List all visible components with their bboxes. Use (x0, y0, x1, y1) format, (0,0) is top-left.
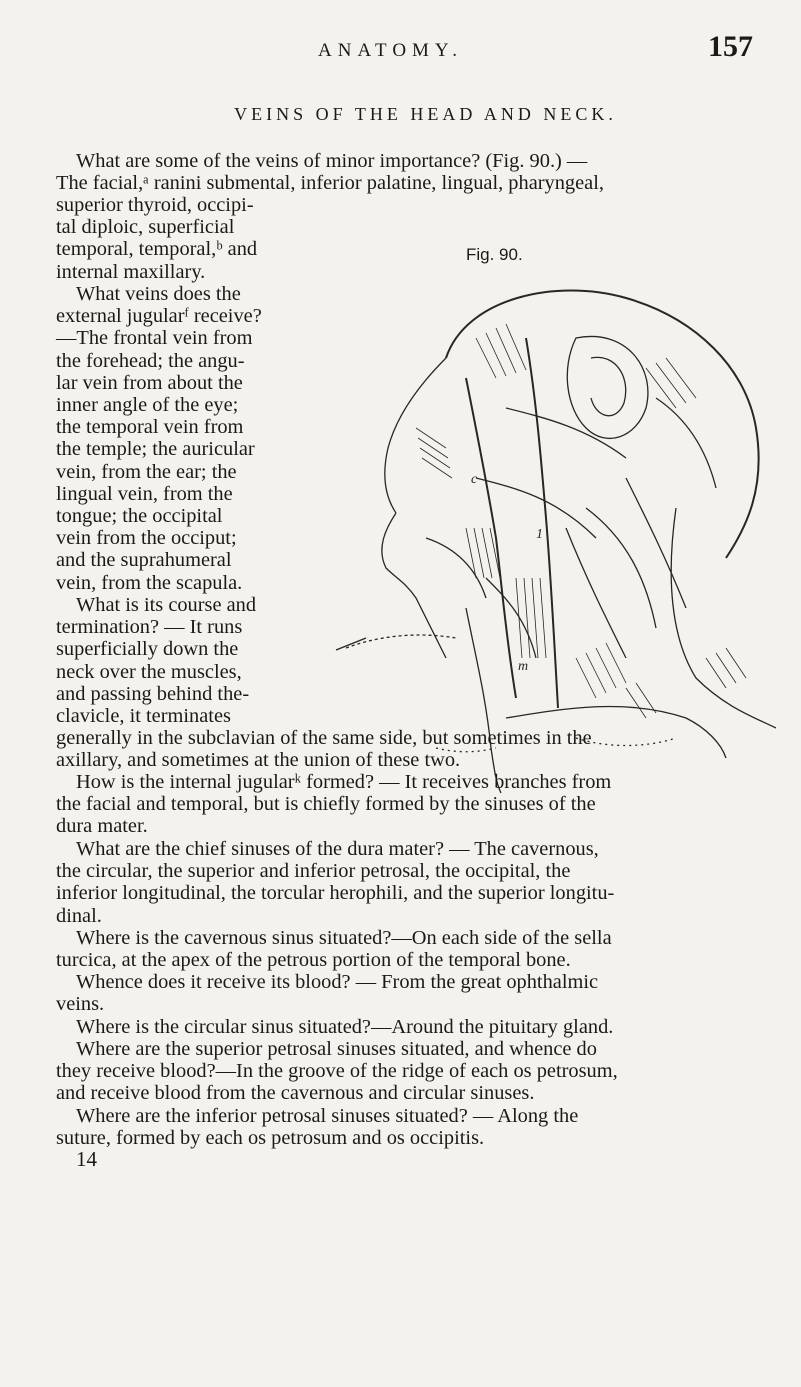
text-line: Where are the superior petrosal sinuses situated, and whence do (76, 1038, 597, 1060)
paragraph-3-full (56, 727, 765, 771)
figure-label-m: m (518, 659, 529, 674)
text-line: clavicle, it terminates (56, 705, 231, 728)
figure-label-1: 1 (536, 527, 543, 542)
paragraph-3-narrow (56, 594, 315, 727)
signature-mark: 14 (76, 1147, 97, 1171)
text-line: axillary, and sometimes at the union of these two. (56, 749, 461, 772)
text-line: termination? — It runs (56, 616, 243, 639)
text-line: superior thyroid, occipi- (56, 194, 254, 216)
text-line: inner angle of the eye; (56, 394, 239, 417)
paragraph-8 (56, 1016, 765, 1038)
figure-label-c: c (471, 472, 478, 487)
text-line: generally in the subclavian of the same side, but sometimes in the (56, 727, 592, 749)
text-line: tongue; the occipital (56, 505, 223, 528)
text-line: veins. (56, 993, 105, 1016)
text-line: the facial and temporal, but is chiefly formed by the sinuses of the (56, 793, 596, 816)
page-number: 157 (708, 30, 753, 63)
text-line: What are the chief sinuses of the dura mater? — The cavernous, (76, 838, 599, 860)
text-line: Whence does it receive its blood? — From the great ophthalmic (76, 971, 599, 993)
text-line: internal maxillary. (56, 260, 206, 283)
text-line: the temporal vein from (56, 416, 244, 439)
text-line: What is its course and (76, 594, 257, 616)
text-line: inferior longitudinal, the torcular herophili, and the superior longitu- (56, 882, 615, 905)
anatomical-illustration (326, 278, 776, 796)
text-line: turcica, at the apex of the petrous portion of the temporal bone. (56, 949, 571, 972)
figure-caption: Fig. 90. (466, 245, 523, 264)
text-line: vein from the occiput; (56, 527, 237, 550)
text-line: tal diploic, superficial (56, 216, 235, 239)
text-line: suture, formed by each os petrosum and os occipitis. (56, 1127, 485, 1150)
text-line: vein, from the ear; the (56, 460, 237, 483)
text-line: temporal, temporal,ᵇ and (56, 238, 258, 261)
text-line: the forehead; the angu- (56, 349, 245, 372)
text-line: lingual vein, from the (56, 482, 233, 505)
text-line: the temple; the auricular (56, 438, 255, 461)
text-line: dinal. (56, 904, 102, 927)
text-line: The facial,ᵃ ranini submental, inferior palatine, lingual, pharyngeal, (56, 172, 604, 195)
text-line: superficially down the (56, 638, 239, 661)
text-line: —The frontal vein from (56, 327, 253, 350)
text-line: external jugularᶠ receive? (56, 305, 262, 328)
paragraph-2-narrow (56, 283, 315, 594)
text-line: Where are the inferior petrosal sinuses situated? — Along the (76, 1105, 579, 1127)
paragraph-10 (56, 1105, 765, 1149)
text-line: Where is the circular sinus situated?—Around the pituitary gland. (76, 1016, 614, 1038)
paragraph-5 (56, 838, 765, 927)
text-line: lar vein from about the (56, 371, 243, 394)
paragraph-7 (56, 971, 765, 1015)
text-line: and receive blood from the cavernous and circular sinuses. (56, 1082, 535, 1105)
paragraph-1-full (56, 150, 765, 194)
text-line: Where is the cavernous sinus situated?—On each side of the sella (76, 927, 612, 949)
paragraph-6 (56, 927, 765, 971)
paragraph-1-narrow (56, 194, 315, 283)
text-line: dura mater. (56, 815, 148, 838)
text-line: How is the internal jugularᵏ formed? — It receives branches from (76, 771, 612, 793)
text-line: they receive blood?—In the groove of the ridge of each os petrosum, (56, 1060, 618, 1083)
text-line: vein, from the scapula. (56, 571, 243, 594)
section-title: VEINS OF THE HEAD AND NECK. (234, 104, 617, 124)
text-line: and passing behind the- (56, 682, 250, 705)
running-head: ANATOMY. (318, 40, 463, 61)
text-line: and the suprahumeral (56, 549, 232, 572)
paragraph-9 (56, 1038, 765, 1105)
text-line: the circular, the superior and inferior petrosal, the occipital, the (56, 860, 571, 883)
paragraph-4 (56, 771, 765, 838)
text-line: neck over the muscles, (56, 660, 242, 683)
text-line: What are some of the veins of minor importance? (Fig. 90.) — (76, 150, 588, 172)
text-line: What veins does the (76, 283, 241, 305)
